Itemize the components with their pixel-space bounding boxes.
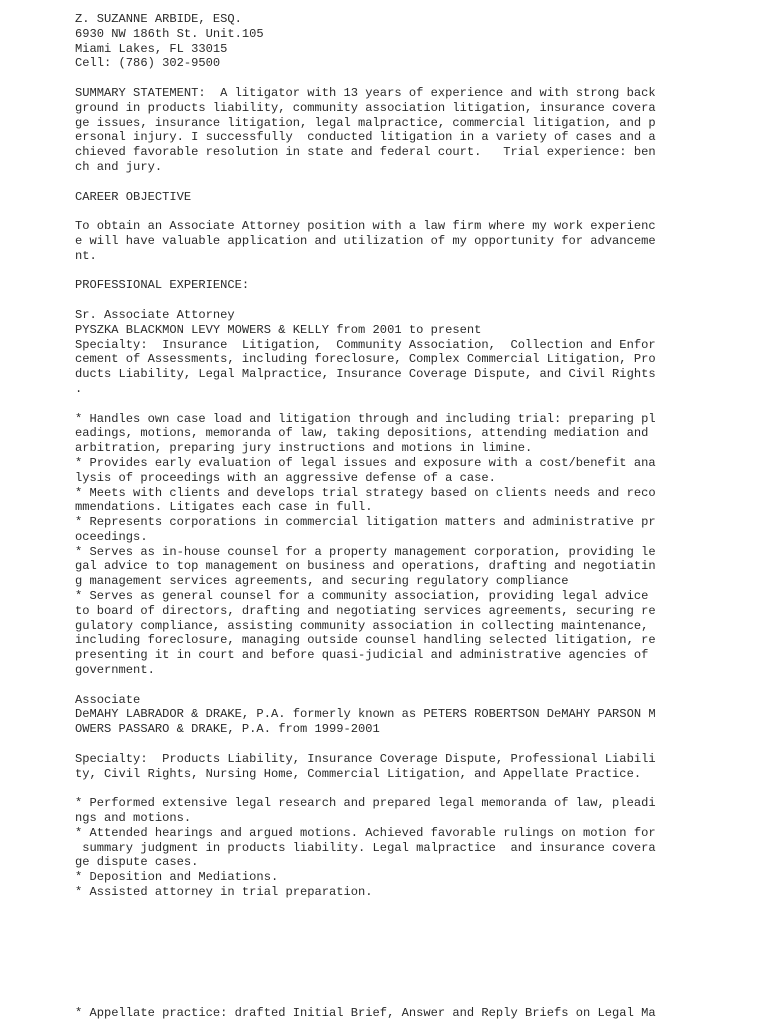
address-line-1: 6930 NW 186th St. Unit.105 xyxy=(75,26,264,41)
spacer xyxy=(75,678,715,693)
spacer xyxy=(75,737,715,752)
duty-bullet: mmendations. Litigates each case in full. xyxy=(75,500,373,515)
spacer xyxy=(75,397,715,412)
spacer xyxy=(75,175,715,190)
duty-bullet: * Serves as general counsel for a community association, providing legal advice xyxy=(75,589,649,604)
candidate-name: Z. SUZANNE ARBIDE, ESQ. xyxy=(75,12,242,26)
duty-bullet: ngs and motions. xyxy=(75,811,192,826)
job-specialty: ty, Civil Rights, Nursing Home, Commercial Litigation, and Appellate Practice. xyxy=(75,766,642,781)
duty-bullet: arbitration, preparing jury instructions and motions in limine. xyxy=(75,441,533,456)
duty-bullet: gal advice to top management on business and operations, drafting and negotiatin xyxy=(75,559,656,574)
objective-line: To obtain an Associate Attorney position with a law firm where my work experienc xyxy=(75,219,656,234)
spacer xyxy=(75,264,715,279)
job-specialty: . xyxy=(75,381,83,396)
spacer xyxy=(75,204,715,219)
job-specialty: ducts Liability, Legal Malpractice, Insurance Coverage Dispute, and Civil Rights xyxy=(75,367,656,382)
spacer xyxy=(75,781,715,796)
duty-bullet: * Attended hearings and argued motions. Achieved favorable rulings on motion for xyxy=(75,825,656,840)
spacer xyxy=(75,71,715,86)
job-title: Associate xyxy=(75,692,141,707)
duty-bullet: * Serves as in-house counsel for a property management corporation, providing le xyxy=(75,544,656,559)
job-entry-pyszka xyxy=(75,308,715,678)
duty-bullet: summary judgment in products liability. Legal malpractice and insurance covera xyxy=(75,840,656,855)
duty-bullet: * Handles own case load and litigation through and including trial: preparing pl xyxy=(75,411,656,426)
duty-bullet: eadings, motions, memoranda of law, taking depositions, attending mediation and xyxy=(75,426,649,441)
summary-section xyxy=(75,86,715,175)
duty-bullet: * Meets with clients and develops trial strategy based on clients needs and reco xyxy=(75,485,656,500)
duty-bullet: lysis of proceedings with an aggressive defense of a case. xyxy=(75,470,496,485)
duty-bullet: presenting it in court and before quasi-judicial and administrative agencies of xyxy=(75,648,649,663)
objective-heading: CAREER OBJECTIVE xyxy=(75,189,192,204)
job-employer: PYSZKA BLACKMON LEVY MOWERS & KELLY from 2001 to present xyxy=(75,322,482,337)
job-entry-demahy xyxy=(75,693,715,900)
duty-bullet: including foreclosure, managing outside counsel handling selected litigation, re xyxy=(75,633,656,648)
job-title: Sr. Associate Attorney xyxy=(75,307,235,322)
duty-bullet: * Assisted attorney in trial preparation. xyxy=(75,885,373,900)
job-specialty: Specialty: Products Liability, Insurance Coverage Dispute, Professional Liabili xyxy=(75,751,656,766)
summary-line: SUMMARY STATEMENT: A litigator with 13 years of experience and with strong back xyxy=(75,85,656,100)
address-line-2: Miami Lakes, FL 33015 xyxy=(75,41,228,56)
duty-bullet: government. xyxy=(75,663,155,678)
duty-bullet: to board of directors, drafting and negotiating services agreements, securing re xyxy=(75,603,656,618)
job-specialty: cement of Assessments, including foreclosure, Complex Commercial Litigation, Pro xyxy=(75,352,656,367)
job-employer: OWERS PASSARO & DRAKE, P.A. from 1999-2001 xyxy=(75,722,380,737)
objective-line: nt. xyxy=(75,248,97,263)
objective-line: e will have valuable application and utilization of my opportunity for advanceme xyxy=(75,233,656,248)
contact-header xyxy=(75,12,715,71)
duty-bullet: gulatory compliance, assisting community association in collecting maintenance, xyxy=(75,618,649,633)
summary-line: ersonal injury. I successfully conducted litigation in a variety of cases and a xyxy=(75,130,656,145)
resume-document xyxy=(75,12,715,900)
experience-heading: PROFESSIONAL EXPERIENCE: xyxy=(75,278,250,293)
job-specialty: Specialty: Insurance Litigation, Community Association, Collection and Enfor xyxy=(75,337,656,352)
summary-line: ge issues, insurance litigation, legal malpractice, commercial litigation, and p xyxy=(75,115,656,130)
duty-bullet: oceedings. xyxy=(75,529,148,544)
duty-bullet-appellate: * Appellate practice: drafted Initial Brief, Answer and Reply Briefs on Legal Ma xyxy=(75,1006,656,1020)
objective-section xyxy=(75,190,715,264)
spacer xyxy=(75,293,715,308)
summary-line: chieved favorable resolution in state and federal court. Trial experience: ben xyxy=(75,145,656,160)
summary-line: ch and jury. xyxy=(75,159,163,174)
summary-line: ground in products liability, community association litigation, insurance covera xyxy=(75,100,656,115)
duty-bullet: * Performed extensive legal research and prepared legal memoranda of law, pleadi xyxy=(75,796,656,811)
duty-bullet: * Deposition and Mediations. xyxy=(75,870,279,885)
duty-bullet: * Represents corporations in commercial litigation matters and administrative pr xyxy=(75,515,656,530)
duty-bullet: g management services agreements, and securing regulatory compliance xyxy=(75,574,569,589)
duty-bullet: ge dispute cases. xyxy=(75,855,199,870)
experience-section xyxy=(75,278,715,899)
phone-number: Cell: (786) 302-9500 xyxy=(75,56,221,71)
duty-bullet: * Provides early evaluation of legal issues and exposure with a cost/benefit ana xyxy=(75,455,656,470)
job-employer: DeMAHY LABRADOR & DRAKE, P.A. formerly known as PETERS ROBERTSON DeMAHY PARSON M xyxy=(75,707,656,722)
